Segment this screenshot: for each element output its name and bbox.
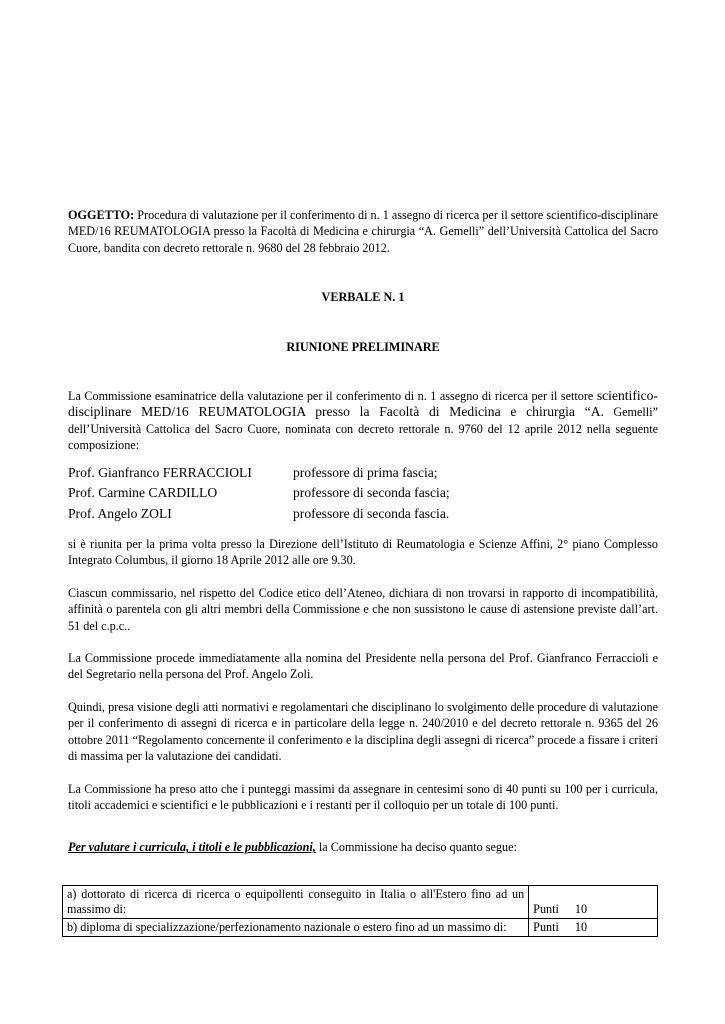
criteria-table: [62, 885, 658, 937]
member-name: Prof. Carmine CARDILLO: [68, 485, 218, 501]
document-body: [68, 207, 658, 856]
oggetto-paragraph: [68, 207, 658, 256]
table-row: [63, 919, 658, 937]
punteggi-paragraph: La Commissione ha preso atto che i punteggi massimi da assegnare in centesimi sono di 40 punti su 100 per i curricula, titoli accademici e scientifici e le pubblicazioni e i restanti per il colloquio per un totale di 100 punti.: [68, 781, 658, 812]
intro-part1: La Commissione esaminatrice della valutazione per il conferimento di n. 1 assegno di ricerca per il settore: [68, 389, 597, 404]
member-row: [68, 504, 658, 525]
riunita-paragraph: si è riunita per la prima volta presso la Direzione dell’Istituto di Reumatologia e Scienze Affini, 2° piano Complesso Integrato Columbus, il giorno 18 Aprile 2012 alle ore 9.30.: [68, 537, 658, 568]
points-label: Punti: [533, 920, 559, 934]
intro-part3: Gemelli” dell’Università Cattolica del Sacro Cuore, nominata con decreto rettorale n. 9760 del 12 aprile 2012 nella seguente composizione:: [68, 405, 658, 453]
intro-part2: scientifico-disciplinare MED/16 REUMATOLOGIA presso la Facoltà di Medicina e chirurgia “A.: [68, 388, 658, 420]
riunione-title: RIUNIONE PRELIMINARE: [286, 339, 440, 354]
member-name: Prof. Angelo ZOLI: [68, 506, 172, 522]
nomina-paragraph: La Commissione procede immediatamente alla nomina del Presidente nella persona del Prof. Gianfranco Ferraccioli e del Segretario nella persona del Prof. Angelo Zoli.: [68, 651, 658, 682]
criteria-heading-underlined: Per valutare i curricula, i titoli e le pubblicazioni,: [68, 840, 316, 855]
verbale-title: VERBALE N. 1: [321, 290, 405, 305]
commission-members: [68, 463, 658, 525]
table-row: [63, 886, 658, 919]
member-row: [68, 483, 658, 504]
oggetto-label: OGGETTO:: [68, 208, 135, 222]
points-label: Punti: [533, 902, 559, 916]
member-row: [68, 463, 658, 484]
member-role: professore di prima fascia;: [293, 464, 438, 480]
member-role: professore di seconda fascia;: [293, 485, 450, 501]
member-role: professore di seconda fascia.: [293, 506, 450, 522]
member-name: Prof. Gianfranco FERRACCIOLI: [68, 464, 252, 480]
criterion-points: [529, 886, 658, 919]
criteria-heading-rest: la Commissione ha deciso quanto segue:: [315, 840, 517, 855]
criteria-heading: [68, 839, 658, 855]
points-value: 10: [574, 902, 588, 916]
intro-paragraph: [68, 388, 658, 454]
points-value: 10: [574, 920, 588, 934]
criterion-description: b) diploma di specializzazione/perfezionamento nazionale o estero fino ad un massimo di:: [63, 919, 529, 937]
criterion-points: [529, 919, 658, 937]
ciascun-paragraph: Ciascun commissario, nel rispetto del Codice etico dell’Ateneo, dichiara di non trovarsi in rapporto di incompatibilità, affinità o parentela con gli altri membri della Commissione e che non sussistono le cause di astensione previste dall’art. 51 del c.p.c..: [68, 585, 658, 633]
criterion-description: a) dottorato di ricerca di ricerca o equipollenti conseguito in Italia o all'Estero fino ad un massimo di:: [63, 886, 529, 919]
oggetto-text: Procedura di valutazione per il conferimento di n. 1 assegno di ricerca per il settore scientifico-disciplinare MED/16 REUMATOLOGIA presso la Facoltà di Medicina e chirurgia “A. Gemelli” dell’Università Cattolica del Sacro Cuore, bandita con decreto rettorale n. 9680 del 28 febbraio 2012.: [68, 208, 659, 255]
quindi-paragraph: Quindi, presa visione degli atti normativi e regolamentari che disciplinano lo svolgimento delle procedure di valutazione per il conferimento di assegni di ricerca e in particolare della legge n. 240/2010 e del decreto rettorale n. 9365 del 26 ottobre 2011 “Regolamento concernente il conferimento e la disciplina degli assegni di ricerca” procede a fissare i criteri di massima per la valutazione dei candidati.: [68, 699, 658, 764]
